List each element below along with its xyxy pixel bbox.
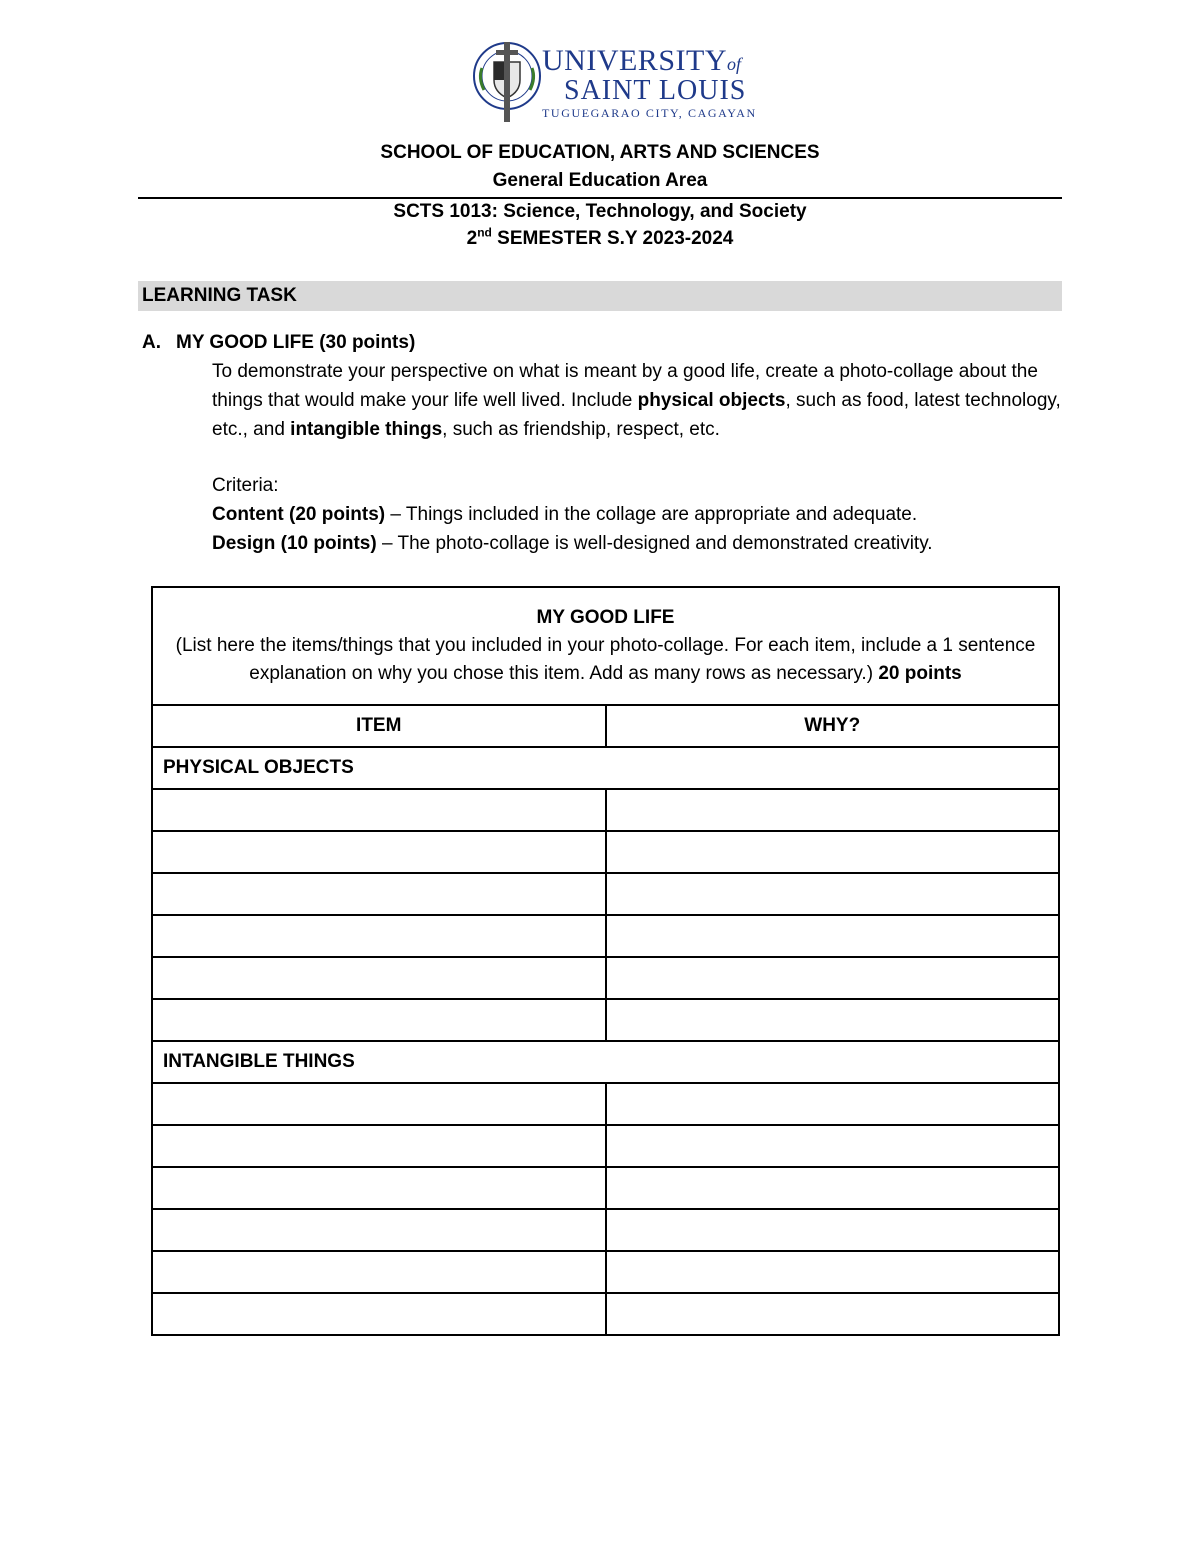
table-row bbox=[152, 999, 1059, 1041]
why-cell[interactable] bbox=[606, 1251, 1060, 1293]
table-points: 20 points bbox=[878, 663, 962, 684]
table-row bbox=[152, 831, 1059, 873]
why-cell[interactable] bbox=[606, 1209, 1060, 1251]
table-row bbox=[152, 1251, 1059, 1293]
why-cell[interactable] bbox=[606, 1167, 1060, 1209]
why-cell[interactable] bbox=[606, 1083, 1060, 1125]
item-cell[interactable] bbox=[152, 831, 606, 873]
section-letter: A. bbox=[142, 332, 161, 353]
university-seal-icon bbox=[470, 38, 544, 126]
good-life-table bbox=[151, 586, 1060, 1336]
table-row bbox=[152, 915, 1059, 957]
why-cell[interactable] bbox=[606, 1125, 1060, 1167]
category-physical-objects: PHYSICAL OBJECTS bbox=[152, 747, 1059, 789]
criteria-content: Content (20 points) – Things included in the collage are appropriate and adequate. bbox=[212, 504, 918, 525]
semester-line: 2nd SEMESTER S.Y 2023-2024 bbox=[466, 225, 734, 249]
why-cell[interactable] bbox=[606, 789, 1060, 831]
category-intangible-things: INTANGIBLE THINGS bbox=[152, 1041, 1059, 1083]
why-cell[interactable] bbox=[606, 999, 1060, 1041]
why-cell[interactable] bbox=[606, 831, 1060, 873]
table-row bbox=[152, 1083, 1059, 1125]
item-cell[interactable] bbox=[152, 1251, 606, 1293]
table-description: (List here the items/things that you included in your photo-collage. For each item, include a 1 sentence explanation on why you chose this item. Add as many rows as necessary.) bbox=[175, 635, 1036, 684]
table-row bbox=[152, 1293, 1059, 1335]
why-cell[interactable] bbox=[606, 1293, 1060, 1335]
criteria-design: Design (10 points) – The photo-collage is well-designed and demonstrated creativity. bbox=[212, 533, 933, 554]
university-logo bbox=[470, 38, 780, 126]
item-cell[interactable] bbox=[152, 957, 606, 999]
school-name: SCHOOL OF EDUCATION, ARTS AND SCIENCES bbox=[380, 142, 820, 163]
table-row bbox=[152, 1167, 1059, 1209]
table-row bbox=[152, 1209, 1059, 1251]
item-cell[interactable] bbox=[152, 999, 606, 1041]
item-cell[interactable] bbox=[152, 873, 606, 915]
logo-saint-louis-text: SAINT LOUIS bbox=[564, 75, 747, 106]
item-cell[interactable] bbox=[152, 789, 606, 831]
section-title: A. MY GOOD LIFE (30 points) bbox=[142, 332, 416, 353]
area-name: General Education Area bbox=[492, 170, 708, 191]
why-cell[interactable] bbox=[606, 957, 1060, 999]
column-header-item: ITEM bbox=[152, 705, 606, 747]
item-cell[interactable] bbox=[152, 915, 606, 957]
table-row bbox=[152, 957, 1059, 999]
learning-task-label: LEARNING TASK bbox=[142, 285, 297, 306]
learning-task-bar bbox=[138, 281, 1062, 311]
table-row bbox=[152, 1125, 1059, 1167]
item-cell[interactable] bbox=[152, 1125, 606, 1167]
logo-university-text: UNIVERSITYof bbox=[542, 44, 742, 77]
item-cell[interactable] bbox=[152, 1209, 606, 1251]
course-title: SCTS 1013: Science, Technology, and Society bbox=[393, 201, 807, 222]
header-divider bbox=[138, 197, 1062, 199]
table-title-cell bbox=[152, 587, 1059, 705]
why-cell[interactable] bbox=[606, 915, 1060, 957]
table-row bbox=[152, 873, 1059, 915]
logo-city-text: TUGUEGARAO CITY, CAGAYAN bbox=[542, 106, 757, 120]
item-cell[interactable] bbox=[152, 1083, 606, 1125]
item-cell[interactable] bbox=[152, 1167, 606, 1209]
table-row bbox=[152, 789, 1059, 831]
column-header-why: WHY? bbox=[606, 705, 1060, 747]
table-title: MY GOOD LIFE bbox=[536, 607, 675, 628]
item-cell[interactable] bbox=[152, 1293, 606, 1335]
criteria-label: Criteria: bbox=[212, 475, 279, 496]
why-cell[interactable] bbox=[606, 873, 1060, 915]
section-instructions: To demonstrate your perspective on what is meant by a good life, create a photo-collage about the things that would make your life well lived. Include physical objects, such as food, latest technology, etc., and intangible things, such as friendship, respect, etc. bbox=[212, 361, 1061, 440]
